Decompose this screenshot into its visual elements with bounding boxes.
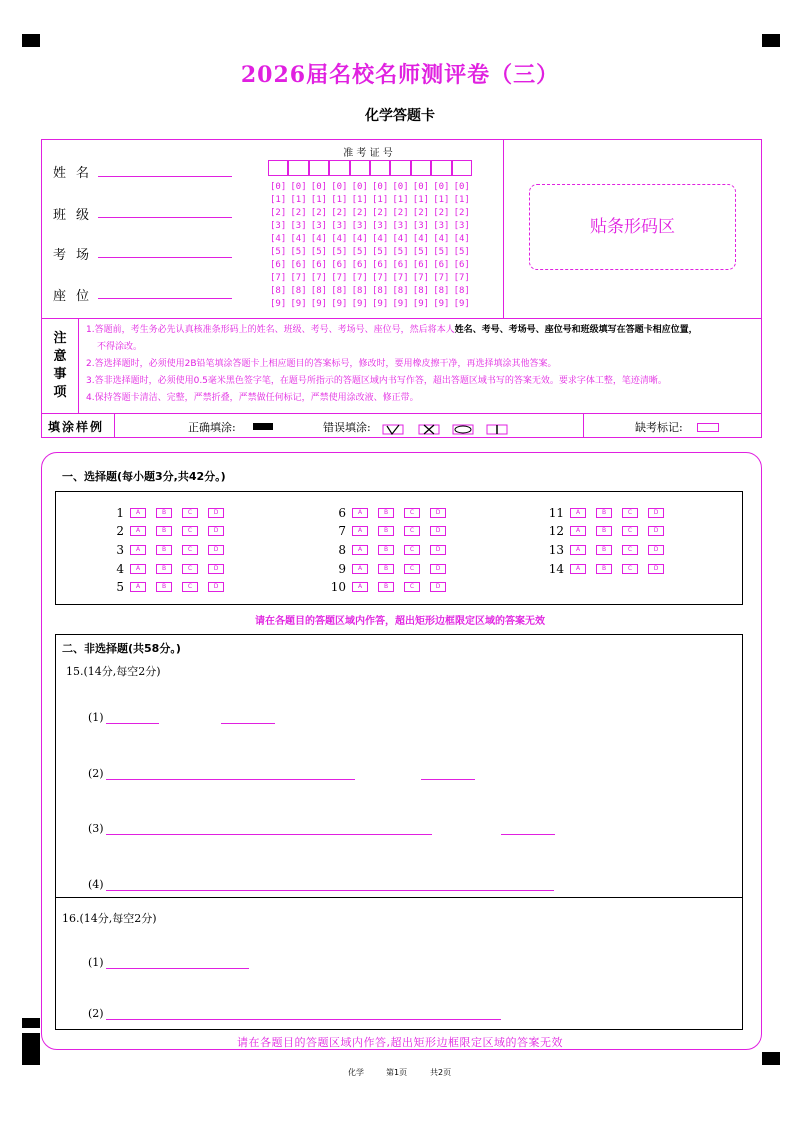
sample-divider-1 bbox=[114, 413, 115, 438]
mc-option-b[interactable]: B bbox=[378, 545, 394, 555]
mc-option-a[interactable]: A bbox=[352, 582, 368, 592]
mc-option-a[interactable]: A bbox=[130, 545, 146, 555]
exam-digit-bubble[interactable]: [2] bbox=[351, 208, 368, 218]
exam-digit-bubble[interactable]: [5] bbox=[392, 247, 409, 257]
info-barcode-divider bbox=[503, 139, 504, 319]
notice-title-divider bbox=[78, 318, 79, 414]
exam-digit-bubble[interactable]: [8] bbox=[372, 286, 389, 296]
exam-digit-bubble[interactable]: [1] bbox=[372, 195, 389, 205]
exam-digit-bubble[interactable]: [2] bbox=[331, 208, 348, 218]
exam-number-box[interactable] bbox=[370, 160, 390, 176]
absent-mark-box[interactable] bbox=[697, 423, 719, 432]
sample-correct-mark bbox=[253, 423, 273, 430]
exam-number-box[interactable] bbox=[431, 160, 451, 176]
exam-number-boxes[interactable] bbox=[268, 160, 472, 176]
q16-header: 16.(14分,每空2分) bbox=[62, 912, 157, 925]
exam-digit-bubble[interactable]: [4] bbox=[453, 234, 470, 244]
mc-question-number: 14 bbox=[548, 561, 564, 576]
exam-digit-bubble[interactable]: [2] bbox=[372, 208, 389, 218]
exam-digit-bubble[interactable]: [7] bbox=[351, 273, 368, 283]
exam-digit-bubble[interactable]: [4] bbox=[392, 234, 409, 244]
exam-digit-bubble[interactable]: [1] bbox=[412, 195, 430, 205]
exam-digit-bubble[interactable]: [3] bbox=[433, 221, 450, 231]
exam-digit-bubble[interactable]: [7] bbox=[331, 273, 348, 283]
exam-number-box[interactable] bbox=[288, 160, 308, 176]
exam-digit-column bbox=[392, 181, 408, 311]
mc-option-d[interactable]: D bbox=[430, 564, 446, 574]
mc-option-c[interactable]: C bbox=[404, 564, 420, 574]
exam-digit-column bbox=[352, 181, 368, 311]
mc-option-c[interactable]: C bbox=[622, 545, 638, 555]
q15-2-label: (2) bbox=[88, 767, 104, 780]
exam-digit-bubble[interactable]: [4] bbox=[270, 234, 287, 244]
exam-digit-bubble[interactable]: [6] bbox=[331, 260, 348, 270]
mc-option-d[interactable]: D bbox=[208, 508, 224, 518]
exam-digit-bubble[interactable]: [7] bbox=[290, 273, 307, 283]
mc-option-a[interactable]: A bbox=[130, 526, 146, 536]
mc-option-c[interactable]: C bbox=[404, 545, 420, 555]
q15-3-blank-a[interactable] bbox=[106, 834, 432, 835]
mc-option-b[interactable]: B bbox=[596, 564, 612, 574]
corner-mark-top-left bbox=[22, 34, 40, 47]
exam-digit-column bbox=[454, 181, 470, 311]
sample-wrong-check-icon bbox=[382, 421, 510, 440]
exam-digit-bubble[interactable]: [0] bbox=[270, 182, 287, 192]
mc-option-b[interactable]: B bbox=[156, 508, 172, 518]
mc-question-number: 4 bbox=[116, 561, 124, 576]
mc-option-d[interactable]: D bbox=[648, 564, 664, 574]
mc-option-c[interactable]: C bbox=[404, 526, 420, 536]
exam-digit-bubble[interactable]: [4] bbox=[412, 234, 430, 244]
mc-question-number: 5 bbox=[116, 580, 124, 595]
mc-option-d[interactable]: D bbox=[430, 582, 446, 592]
mc-option-b[interactable]: B bbox=[378, 508, 394, 518]
exam-digit-bubble[interactable]: [6] bbox=[433, 260, 450, 270]
mc-option-a[interactable]: A bbox=[130, 582, 146, 592]
exam-number-label: 准 考 证 号 bbox=[343, 148, 393, 159]
mc-question-row bbox=[538, 559, 674, 577]
mc-question-number: 13 bbox=[548, 542, 564, 557]
mc-question-row bbox=[538, 522, 674, 540]
mc-option-a[interactable]: A bbox=[570, 545, 586, 555]
exam-digit-column bbox=[331, 181, 347, 311]
exam-digit-bubble[interactable]: [4] bbox=[433, 234, 450, 244]
exam-digit-bubble[interactable]: [9] bbox=[351, 299, 368, 309]
exam-digit-bubble[interactable]: [9] bbox=[310, 299, 328, 309]
mc-question-row bbox=[538, 503, 674, 521]
exam-digit-bubble[interactable]: [6] bbox=[453, 260, 470, 270]
exam-digit-bubble[interactable]: [6] bbox=[270, 260, 287, 270]
exam-digit-bubble[interactable]: [3] bbox=[372, 221, 389, 231]
mc-question-number: 9 bbox=[338, 561, 346, 576]
mc-question-number: 11 bbox=[548, 505, 564, 520]
exam-digit-bubble[interactable]: [6] bbox=[412, 260, 430, 270]
exam-digit-bubble[interactable]: [0] bbox=[290, 182, 307, 192]
mc-option-b[interactable]: B bbox=[596, 545, 612, 555]
mc-question-number: 12 bbox=[548, 524, 564, 539]
exam-digit-bubble[interactable]: [3] bbox=[392, 221, 409, 231]
exam-digit-bubble[interactable]: [2] bbox=[310, 208, 328, 218]
exam-digit-bubble[interactable]: [0] bbox=[310, 182, 328, 192]
exam-digit-bubble[interactable]: [7] bbox=[453, 273, 470, 283]
exam-number-box[interactable] bbox=[350, 160, 370, 176]
mc-question-number: 2 bbox=[116, 524, 124, 539]
class-field[interactable] bbox=[98, 217, 232, 218]
notice-item-1: 1.答题前，考生务必先认真核准条形码上的姓名、班级、考号、考场号、座位号，然后将本人姓名、考号、考场号、座位号和班级填写在答题卡相应位置， bbox=[86, 325, 698, 335]
exam-digit-bubble[interactable]: [8] bbox=[392, 286, 409, 296]
q16-2-label: (2) bbox=[88, 1007, 104, 1020]
exam-digit-bubble[interactable]: [0] bbox=[351, 182, 368, 192]
footer-page: 第1页 bbox=[386, 1068, 408, 1077]
mc-option-b[interactable]: B bbox=[156, 564, 172, 574]
exam-digit-column bbox=[270, 181, 286, 311]
exam-digit-bubble[interactable]: [9] bbox=[453, 299, 470, 309]
exam-number-box[interactable] bbox=[268, 160, 288, 176]
mc-option-c[interactable]: C bbox=[404, 508, 420, 518]
mc-option-a[interactable]: A bbox=[352, 564, 368, 574]
mc-option-b[interactable]: B bbox=[596, 508, 612, 518]
exam-number-box[interactable] bbox=[390, 160, 410, 176]
notice-item-4: 4.保持答题卡清洁、完整，严禁折叠，严禁做任何标记，严禁使用涂改液、修正带。 bbox=[86, 393, 419, 403]
mc-question-row bbox=[320, 522, 456, 540]
mc-option-d[interactable]: D bbox=[648, 508, 664, 518]
mc-option-c[interactable]: C bbox=[404, 582, 420, 592]
exam-digit-bubble[interactable]: [1] bbox=[310, 195, 328, 205]
notice-item-2: 2.答选择题时，必须使用2B铅笔填涂答题卡上相应题目的答案标号，修改时，要用橡皮擦干净，再选择填涂其他答案。 bbox=[86, 359, 557, 369]
exam-digit-bubble[interactable]: [9] bbox=[270, 299, 287, 309]
exam-number-box[interactable] bbox=[452, 160, 472, 176]
mc-option-b[interactable]: B bbox=[378, 564, 394, 574]
corner-mark-left-1 bbox=[22, 1018, 40, 1028]
mc-question-row bbox=[98, 522, 234, 540]
exam-digit-column bbox=[413, 181, 429, 311]
exam-digit-bubble[interactable]: [5] bbox=[433, 247, 450, 257]
seat-field[interactable] bbox=[98, 298, 232, 299]
exam-digit-bubble[interactable]: [5] bbox=[331, 247, 348, 257]
exam-digit-bubble[interactable]: [8] bbox=[310, 286, 328, 296]
exam-digit-bubble[interactable]: [7] bbox=[310, 273, 328, 283]
q15-1-label: (1) bbox=[88, 711, 104, 724]
mc-question-row bbox=[98, 559, 234, 577]
sample-wrong-label: 错误填涂: bbox=[323, 421, 371, 434]
exam-digit-bubble[interactable]: [4] bbox=[351, 234, 368, 244]
exam-digit-column bbox=[311, 181, 327, 311]
exam-digit-bubble[interactable]: [4] bbox=[310, 234, 328, 244]
exam-digit-column bbox=[372, 181, 388, 311]
mc-question-number: 6 bbox=[338, 505, 346, 520]
mc-option-a[interactable]: A bbox=[352, 545, 368, 555]
exam-digit-bubble[interactable]: [5] bbox=[372, 247, 389, 257]
notice-item-1-cont: 不得涂改。 bbox=[97, 342, 143, 352]
exam-digit-bubble[interactable]: [0] bbox=[412, 182, 430, 192]
mc-option-b[interactable]: B bbox=[156, 545, 172, 555]
exam-digit-bubble[interactable]: [6] bbox=[310, 260, 328, 270]
exam-digit-bubble[interactable]: [2] bbox=[290, 208, 307, 218]
mc-option-a[interactable]: A bbox=[130, 508, 146, 518]
exam-digit-bubble[interactable]: [1] bbox=[331, 195, 348, 205]
mc-option-c[interactable]: C bbox=[182, 526, 198, 536]
q16-2-blank[interactable] bbox=[106, 1019, 501, 1020]
label-name: 姓名 bbox=[53, 166, 100, 181]
barcode-label: 贴条形码区 bbox=[590, 217, 675, 237]
exam-digit-bubble[interactable]: [3] bbox=[331, 221, 348, 231]
exam-digit-bubble[interactable]: [1] bbox=[433, 195, 450, 205]
exam-digit-bubble[interactable]: [9] bbox=[331, 299, 348, 309]
exam-digit-bubble[interactable]: [7] bbox=[412, 273, 430, 283]
section1-warning: 请在各题目的答题区域内作答，超出矩形边框限定区域的答案无效 bbox=[255, 616, 545, 627]
mc-option-c[interactable]: C bbox=[622, 508, 638, 518]
exam-digit-bubble[interactable]: [0] bbox=[331, 182, 348, 192]
exam-digit-bubble[interactable]: [0] bbox=[453, 182, 470, 192]
section2-title: 二、非选择题(共58分。) bbox=[62, 642, 181, 655]
barcode-area bbox=[529, 184, 736, 270]
exam-digit-bubble[interactable]: [9] bbox=[392, 299, 409, 309]
exam-digit-bubble[interactable]: [3] bbox=[453, 221, 470, 231]
mc-option-d[interactable]: D bbox=[208, 582, 224, 592]
q15-3-blank-b[interactable] bbox=[501, 834, 555, 835]
exam-digit-bubble[interactable]: [1] bbox=[290, 195, 307, 205]
q16-1-label: (1) bbox=[88, 956, 104, 969]
mc-option-d[interactable]: D bbox=[648, 545, 664, 555]
mc-option-b[interactable]: B bbox=[156, 582, 172, 592]
exam-digit-bubble[interactable]: [3] bbox=[290, 221, 307, 231]
mc-option-c[interactable]: C bbox=[182, 545, 198, 555]
exam-digit-bubble[interactable]: [5] bbox=[412, 247, 430, 257]
section2-divider bbox=[55, 897, 743, 898]
exam-digit-bubble[interactable]: [7] bbox=[270, 273, 287, 283]
exam-digit-bubble[interactable]: [2] bbox=[270, 208, 287, 218]
mc-question-row bbox=[320, 559, 456, 577]
sample-correct-label: 正确填涂: bbox=[188, 421, 236, 434]
mc-option-b[interactable]: B bbox=[378, 582, 394, 592]
name-field[interactable] bbox=[98, 176, 232, 177]
sample-divider-2 bbox=[583, 413, 584, 438]
exam-digit-bubble[interactable]: [8] bbox=[351, 286, 368, 296]
exam-digit-bubble[interactable]: [3] bbox=[310, 221, 328, 231]
mc-option-a[interactable]: A bbox=[352, 526, 368, 536]
mc-option-b[interactable]: B bbox=[378, 526, 394, 536]
q16-1-blank[interactable] bbox=[106, 968, 249, 969]
exam-digit-bubble[interactable]: [3] bbox=[270, 221, 287, 231]
sample-absent-label: 缺考标记: bbox=[635, 421, 683, 434]
exam-digit-bubble[interactable]: [1] bbox=[453, 195, 470, 205]
exam-digit-bubble[interactable]: [8] bbox=[412, 286, 430, 296]
room-field[interactable] bbox=[98, 257, 232, 258]
exam-digit-bubble[interactable]: [2] bbox=[453, 208, 470, 218]
exam-digit-bubble[interactable]: [3] bbox=[412, 221, 430, 231]
label-seat: 座位 bbox=[53, 289, 100, 304]
exam-digit-bubble[interactable]: [6] bbox=[290, 260, 307, 270]
mc-question-row bbox=[538, 540, 674, 558]
exam-digit-bubble[interactable]: [5] bbox=[270, 247, 287, 257]
exam-digit-bubble[interactable]: [8] bbox=[290, 286, 307, 296]
exam-number-box[interactable] bbox=[309, 160, 329, 176]
exam-digit-bubble[interactable]: [7] bbox=[433, 273, 450, 283]
exam-digit-column bbox=[433, 181, 449, 311]
exam-digit-bubble[interactable]: [1] bbox=[392, 195, 409, 205]
mc-option-a[interactable]: A bbox=[570, 508, 586, 518]
exam-digit-bubble[interactable]: [0] bbox=[392, 182, 409, 192]
mc-question-row bbox=[320, 578, 456, 596]
mc-option-c[interactable]: C bbox=[622, 564, 638, 574]
page-subtitle: 化学答题卡 bbox=[365, 108, 435, 124]
exam-digit-bubble[interactable]: [8] bbox=[453, 286, 470, 296]
mc-option-d[interactable]: D bbox=[648, 526, 664, 536]
footer-total: 共2页 bbox=[430, 1068, 452, 1077]
q15-3-label: (3) bbox=[88, 822, 104, 835]
mc-option-a[interactable]: A bbox=[570, 564, 586, 574]
notice-items bbox=[86, 322, 758, 407]
mc-question-row bbox=[320, 540, 456, 558]
mc-option-d[interactable]: D bbox=[430, 545, 446, 555]
corner-mark-bottom-right bbox=[762, 1052, 780, 1065]
exam-digit-column bbox=[290, 181, 306, 311]
mc-question-number: 7 bbox=[338, 524, 346, 539]
exam-digit-bubble[interactable]: [2] bbox=[412, 208, 430, 218]
label-class: 班级 bbox=[53, 208, 100, 223]
mc-option-a[interactable]: A bbox=[570, 526, 586, 536]
exam-digit-bubble[interactable]: [6] bbox=[392, 260, 409, 270]
exam-number-digits bbox=[268, 181, 478, 311]
mc-option-d[interactable]: D bbox=[208, 526, 224, 536]
mc-option-b[interactable]: B bbox=[596, 526, 612, 536]
q15-header: 15.(14分,每空2分) bbox=[66, 665, 161, 678]
mc-question-number: 3 bbox=[116, 542, 124, 557]
q15-4-blank[interactable] bbox=[106, 890, 554, 891]
mc-option-d[interactable]: D bbox=[430, 526, 446, 536]
exam-digit-bubble[interactable]: [8] bbox=[331, 286, 348, 296]
mc-option-d[interactable]: D bbox=[208, 564, 224, 574]
exam-digit-bubble[interactable]: [4] bbox=[331, 234, 348, 244]
mc-option-a[interactable]: A bbox=[130, 564, 146, 574]
exam-digit-bubble[interactable]: [2] bbox=[392, 208, 409, 218]
mc-option-c[interactable]: C bbox=[182, 564, 198, 574]
exam-digit-bubble[interactable]: [5] bbox=[290, 247, 307, 257]
footer-subject: 化学 bbox=[348, 1068, 364, 1077]
exam-number-box[interactable] bbox=[411, 160, 431, 176]
exam-digit-bubble[interactable]: [3] bbox=[351, 221, 368, 231]
notice-item-3: 3.答非选择题时，必须使用0.5毫米黑色签字笔，在题号所指示的答题区域内书写作答，超出答题区域书写的答案无效。要求字体工整，笔迹清晰。 bbox=[86, 376, 667, 386]
q15-1-blank-b[interactable] bbox=[221, 723, 275, 724]
section2-box bbox=[55, 634, 743, 1030]
exam-digit-bubble[interactable]: [9] bbox=[290, 299, 307, 309]
sample-title: 填涂样例 bbox=[48, 420, 105, 434]
mc-question-number: 8 bbox=[338, 542, 346, 557]
exam-digit-bubble[interactable]: [8] bbox=[270, 286, 287, 296]
mc-question-number: 10 bbox=[330, 580, 346, 595]
section1-title: 一、选择题(每小题3分,共42分。) bbox=[62, 470, 226, 483]
exam-digit-bubble[interactable]: [6] bbox=[372, 260, 389, 270]
exam-digit-bubble[interactable]: [0] bbox=[372, 182, 389, 192]
exam-digit-bubble[interactable]: [1] bbox=[351, 195, 368, 205]
exam-number-box[interactable] bbox=[329, 160, 349, 176]
mc-option-b[interactable]: B bbox=[156, 526, 172, 536]
mc-question-row bbox=[320, 503, 456, 521]
mc-question-number: 1 bbox=[116, 505, 124, 520]
exam-digit-bubble[interactable]: [4] bbox=[290, 234, 307, 244]
notice-title: 注 意 事 项 bbox=[53, 331, 67, 400]
mc-question-row bbox=[98, 540, 234, 558]
exam-digit-bubble[interactable]: [7] bbox=[372, 273, 389, 283]
exam-digit-bubble[interactable]: [7] bbox=[392, 273, 409, 283]
exam-digit-bubble[interactable]: [9] bbox=[433, 299, 450, 309]
exam-digit-bubble[interactable]: [1] bbox=[270, 195, 287, 205]
mc-option-d[interactable]: D bbox=[430, 508, 446, 518]
exam-digit-bubble[interactable]: [9] bbox=[372, 299, 389, 309]
mc-option-c[interactable]: C bbox=[182, 582, 198, 592]
mc-option-c[interactable]: C bbox=[182, 508, 198, 518]
exam-digit-bubble[interactable]: [2] bbox=[433, 208, 450, 218]
exam-digit-bubble[interactable]: [4] bbox=[372, 234, 389, 244]
mc-question-row bbox=[98, 578, 234, 596]
mc-option-a[interactable]: A bbox=[352, 508, 368, 518]
q15-2-blank-b[interactable] bbox=[421, 779, 475, 780]
exam-digit-bubble[interactable]: [6] bbox=[351, 260, 368, 270]
exam-digit-bubble[interactable]: [5] bbox=[453, 247, 470, 257]
corner-mark-top-right bbox=[762, 34, 780, 47]
mc-option-c[interactable]: C bbox=[622, 526, 638, 536]
section2-warning: 请在各题目的答题区域内作答,超出矩形边框限定区域的答案无效 bbox=[237, 1036, 563, 1049]
q15-1-blank-a[interactable] bbox=[106, 723, 159, 724]
exam-digit-bubble[interactable]: [5] bbox=[351, 247, 368, 257]
exam-digit-bubble[interactable]: [5] bbox=[310, 247, 328, 257]
exam-digit-bubble[interactable]: [8] bbox=[433, 286, 450, 296]
exam-digit-bubble[interactable]: [9] bbox=[412, 299, 430, 309]
q15-2-blank-a[interactable] bbox=[106, 779, 355, 780]
mc-option-d[interactable]: D bbox=[208, 545, 224, 555]
page-title: 2026届名校名师测评卷（三） bbox=[240, 62, 560, 88]
label-room: 考场 bbox=[53, 248, 100, 263]
q15-4-label: (4) bbox=[88, 878, 104, 891]
mc-question-row bbox=[98, 503, 234, 521]
exam-digit-bubble[interactable]: [0] bbox=[433, 182, 450, 192]
